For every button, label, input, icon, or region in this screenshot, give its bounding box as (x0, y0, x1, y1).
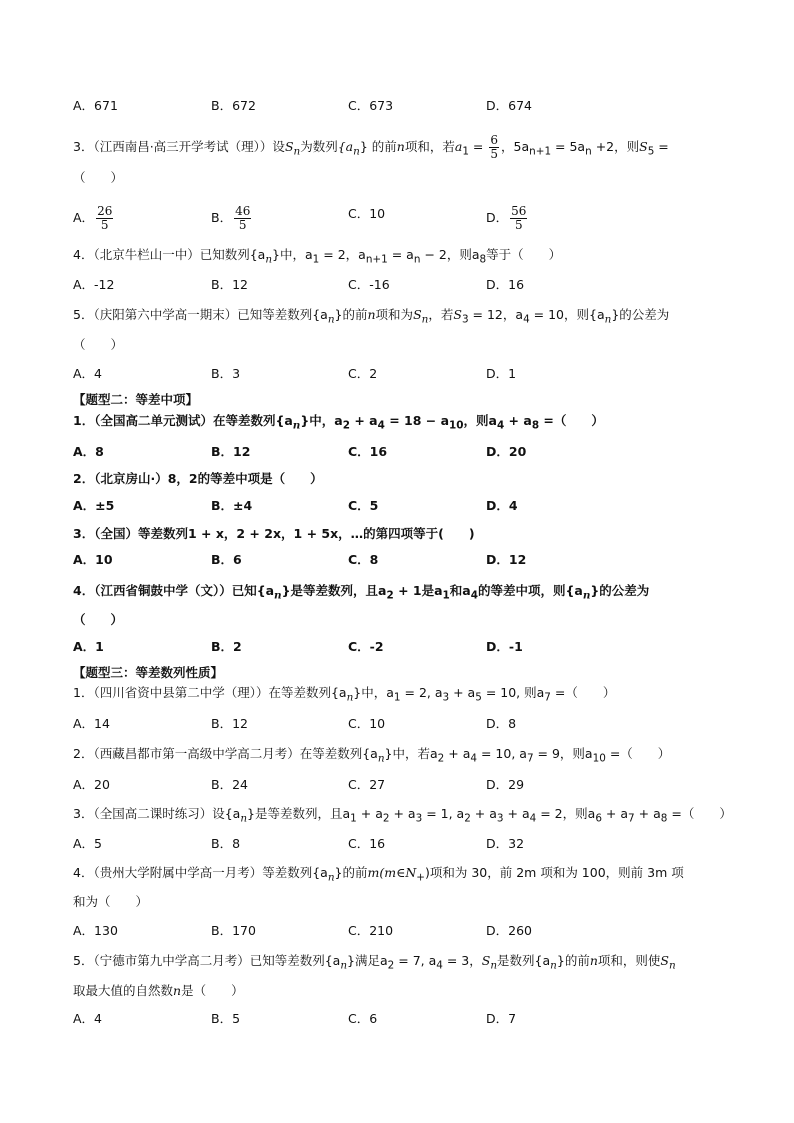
question-text: =（ ） (667, 806, 732, 821)
math-a: a (454, 139, 463, 154)
math-sub: 7 (628, 812, 635, 825)
math-sub: 10 (592, 752, 606, 765)
option-c: C．16 (348, 444, 388, 459)
math-sub: n (668, 959, 676, 972)
question-text: )项和为 30，前 2m 项和为 100，则前 3m 项 (425, 865, 684, 880)
question-text: = 18 − a (384, 413, 450, 428)
math-sub: 1 (312, 253, 320, 266)
math-sub: n (274, 589, 282, 602)
question-t3-q1 (73, 684, 615, 707)
option-c: C．27 (348, 777, 386, 792)
question-text: } 的前 (359, 139, 397, 154)
question-text: = 2，a (319, 247, 366, 262)
option-c: C．16 (348, 836, 386, 851)
option-a: A．8 (73, 444, 104, 459)
question-t2-q3: 3．（全国）等差数列1 + x，2 + 2x，1 + 5x，…的第四项等于( ) (73, 526, 475, 541)
option-d: D．16 (486, 277, 525, 292)
option-c: C．10 (348, 716, 386, 731)
question-text: }的前 (334, 865, 368, 880)
option-c: C．-16 (348, 277, 390, 292)
math-n: n (396, 139, 405, 154)
math-sub: n (292, 419, 301, 432)
question-text: + a (449, 685, 476, 700)
math-sub: 2 (464, 812, 471, 825)
option-a: A．4 (73, 366, 103, 381)
question-text: ，若 (428, 307, 454, 322)
math-s: S (453, 307, 462, 322)
question-text: = 10, a (477, 746, 527, 761)
math-sub: 6 (595, 812, 602, 825)
math-s: S (481, 953, 491, 968)
math-sub: 4 (523, 313, 530, 326)
option-label: D． (486, 210, 509, 225)
option-c: C．673 (348, 98, 394, 113)
math-sub: 8 (660, 812, 668, 825)
math-sub: 2 (382, 812, 390, 825)
question-t3-q4-line2: 和为（ ） (73, 894, 149, 909)
math-n: n (589, 953, 598, 968)
answer-blank: （ ） (73, 337, 124, 352)
math-sub: 4 (470, 752, 477, 765)
option-b: B．12 (211, 277, 248, 292)
option-d: D．4 (486, 498, 518, 513)
question-text: + 1是a (393, 583, 443, 598)
fraction-numerator: 46 (235, 204, 251, 218)
math-sub: 8 (531, 419, 540, 432)
question-text: 是（ ） (181, 983, 244, 998)
math-sub: 4 (470, 589, 478, 602)
question-text: + a (389, 806, 416, 821)
question-text: = 1, a (422, 806, 465, 821)
fraction (510, 205, 527, 232)
question-t2-q2: 2．（北京房山·）8，2的等差中项是（ ） (73, 471, 323, 486)
math-sub: n+1 (529, 145, 552, 158)
math-sub: 1 (350, 812, 357, 825)
question-text: 5．（宁德市第九中学高二月考）已知等差数列{a (73, 953, 341, 968)
question-text: +2，则 (591, 139, 640, 154)
math-sub: n (550, 959, 557, 972)
fraction-denominator: 5 (238, 218, 247, 232)
option-c: C．-2 (348, 639, 384, 654)
option-label: A． (73, 210, 95, 225)
option-b: B．12 (211, 716, 248, 731)
option-a: A．130 (73, 923, 118, 938)
math-s: S (660, 953, 669, 968)
question-text: = 2，则a (536, 806, 596, 821)
math-sub: 3 (415, 812, 423, 825)
option-c: C．5 (348, 498, 379, 513)
fraction-numerator: 6 (490, 133, 498, 147)
question-text: }是等差数列，且a (247, 806, 351, 821)
question-t1-q4 (73, 246, 561, 269)
option-b (211, 205, 253, 232)
question-text: + a (634, 806, 661, 821)
option-c: C．8 (348, 552, 379, 567)
question-text: ，5a (501, 139, 530, 154)
question-text: + a (444, 746, 471, 761)
math-sub: 10 (449, 419, 464, 432)
math-s: S (284, 139, 294, 154)
question-t1-q3 (73, 134, 669, 161)
question-text: }满足a (347, 953, 388, 968)
option-b: B．±4 (211, 498, 253, 513)
math-sub: 5 (647, 145, 655, 158)
question-t2-q1 (73, 412, 604, 435)
question-text: }的公差为 (590, 583, 650, 598)
question-text: ，则a (463, 413, 497, 428)
question-t3-q2 (73, 745, 670, 768)
option-a: A．-12 (73, 277, 115, 292)
question-text: = 10，则{a (529, 307, 605, 322)
fraction (234, 205, 251, 232)
fraction-denominator: 5 (514, 218, 523, 232)
question-text: =（ ） (550, 685, 616, 700)
math-sub: n (604, 313, 612, 326)
math-sub: 3 (496, 812, 504, 825)
math-sub: n (293, 145, 301, 158)
math-sub: 4 (377, 419, 385, 432)
question-text: 4．（北京牛栏山一中）已知数列{a (73, 247, 266, 262)
option-a: A．20 (73, 777, 110, 792)
math-sub: n (353, 145, 360, 158)
fraction-numerator: 26 (97, 204, 113, 218)
option-b: B．3 (211, 366, 241, 381)
option-a (73, 205, 115, 232)
option-d: D．674 (486, 98, 532, 113)
option-b: B．170 (211, 923, 256, 938)
option-b: B．672 (211, 98, 256, 113)
math-m: m(m∈N (367, 865, 417, 880)
math-sub: n (421, 313, 429, 326)
option-d: D．260 (486, 923, 532, 938)
question-text: + a (356, 806, 383, 821)
math-sub: 3 (461, 313, 469, 326)
question-t2-q4 (73, 582, 649, 605)
math-seq: {a (337, 139, 354, 154)
math-sub: 1 (393, 691, 401, 704)
question-text: = 3， (442, 953, 482, 968)
question-text: }中，a (272, 247, 313, 262)
math-sub: n (413, 253, 421, 266)
question-text: 项和，若 (404, 139, 455, 154)
math-sub: + (416, 871, 425, 884)
question-text: = 5a (551, 139, 586, 154)
option-d: D．-1 (486, 639, 523, 654)
question-text: = a (387, 247, 414, 262)
option-b: B．6 (211, 552, 242, 567)
option-b: B．5 (211, 1011, 241, 1026)
question-text: 3．（全国高二课时练习）设{a (73, 806, 241, 821)
option-b: B．12 (211, 444, 251, 459)
math-sub: 2 (386, 589, 394, 602)
math-eq: = (468, 139, 488, 154)
question-text: + a (470, 806, 497, 821)
question-text: = 2, a (400, 685, 443, 700)
math-sub: n (490, 959, 498, 972)
option-c: C．10 (348, 206, 386, 221)
section-title: 【题型三：等差数列性质】 (73, 665, 224, 680)
question-text: }的公差为 (611, 307, 670, 322)
question-text: 项和为 (375, 307, 414, 322)
question-t3-q5 (73, 952, 676, 975)
math-sub: n (240, 812, 248, 825)
question-t3-q4 (73, 864, 684, 887)
option-d: D．7 (486, 1011, 517, 1026)
question-text: + a (504, 413, 532, 428)
math-sub: n (377, 752, 385, 765)
math-sub: n (582, 589, 591, 602)
fraction-numerator: 56 (511, 204, 527, 218)
question-text: 和a (449, 583, 471, 598)
math-sub: 3 (442, 691, 450, 704)
option-d: D．12 (486, 552, 527, 567)
math-sub: 1 (442, 589, 450, 602)
math-sub: n+1 (365, 253, 388, 266)
math-s: S (639, 139, 648, 154)
math-sub: n (327, 871, 335, 884)
math-sub: n (340, 959, 348, 972)
question-text: =（ ） (605, 746, 671, 761)
question-t3-q5-line2 (73, 982, 244, 1000)
option-b: B．2 (211, 639, 242, 654)
answer-blank: （ ） (73, 170, 124, 185)
question-text: }的前 (556, 953, 590, 968)
question-text: + a (349, 413, 378, 428)
fraction-denominator: 5 (490, 147, 498, 161)
question-text: 4．（贵州大学附属中学高一月考）等差数列{a (73, 865, 328, 880)
question-text: 取最大值的自然数 (73, 983, 174, 998)
math-sub: n (346, 691, 354, 704)
math-n: n (173, 983, 182, 998)
option-d: D．8 (486, 716, 517, 731)
math-sub: n (327, 313, 335, 326)
answer-blank: （ ） (73, 612, 124, 627)
question-text: }是等差数列，且a (281, 583, 387, 598)
math-sub: 4 (496, 419, 505, 432)
option-a: A．14 (73, 716, 110, 731)
option-d: D．29 (486, 777, 525, 792)
question-text: 的等差中项，则{a (477, 583, 583, 598)
section-title: 【题型二：等差中项】 (73, 392, 199, 407)
question-text: + a (503, 806, 530, 821)
fraction-denominator: 5 (100, 218, 109, 232)
question-text: = 7, a (394, 953, 437, 968)
option-label: B． (211, 210, 233, 225)
fraction (96, 205, 113, 232)
question-text: 2．（西藏昌都市第一高级中学高二月考）在等差数列{a (73, 746, 378, 761)
option-d: D．20 (486, 444, 527, 459)
question-text: 4．（江西省铜鼓中学（文））已知{a (73, 583, 275, 598)
option-a: A．5 (73, 836, 103, 851)
math-sub: 2 (342, 419, 350, 432)
math-sub: 1 (462, 145, 469, 158)
question-text: 项和，则使 (597, 953, 661, 968)
question-text: = 9，则a (533, 746, 593, 761)
math-s: S (413, 307, 422, 322)
question-text: 为数列 (300, 139, 338, 154)
option-b: B．8 (211, 836, 241, 851)
question-text: = 10, 则a (481, 685, 545, 700)
question-t3-q3 (73, 805, 732, 828)
math-sub: 8 (479, 253, 487, 266)
math-sub: 7 (526, 752, 534, 765)
question-text: 等于（ ） (486, 247, 562, 262)
math-sub: 5 (475, 691, 482, 704)
math-sub: 4 (436, 959, 443, 972)
option-c: C．6 (348, 1011, 378, 1026)
question-text: = 12，a (468, 307, 524, 322)
question-text: }中，a (353, 685, 394, 700)
option-c: C．210 (348, 923, 394, 938)
option-a: A．4 (73, 1011, 103, 1026)
question-text: =（ ） (539, 413, 604, 428)
question-text: 1．（四川省资中县第二中学（理））在等差数列{a (73, 685, 347, 700)
fraction (489, 134, 499, 161)
question-t1-q5 (73, 306, 669, 329)
option-d: D．32 (486, 836, 525, 851)
math-sub: n (585, 145, 592, 158)
question-text: }中，若a (384, 746, 438, 761)
math-sub: 4 (529, 812, 537, 825)
question-text: = (654, 139, 669, 154)
math-sub: 2 (437, 752, 445, 765)
math-sub: 2 (387, 959, 395, 972)
question-text: − 2，则a (420, 247, 480, 262)
question-text: + a (601, 806, 629, 821)
option-a: A．671 (73, 98, 118, 113)
option-a: A．10 (73, 552, 113, 567)
option-a: A．±5 (73, 498, 115, 513)
math-sub: 7 (544, 691, 551, 704)
math-n: n (367, 307, 376, 322)
math-sub: n (265, 253, 273, 266)
option-d: D．1 (486, 366, 517, 381)
question-text: }中，a (300, 413, 343, 428)
question-text: }的前 (334, 307, 368, 322)
question-text: 5．（庆阳第六中学高一期末）已知等差数列{a (73, 307, 328, 322)
question-text: 3．（江西南昌·高三开学考试（理））设 (73, 139, 285, 154)
option-c: C．2 (348, 366, 378, 381)
question-text: 1．（全国高二单元测试）在等差数列{a (73, 413, 293, 428)
option-d (486, 205, 529, 232)
question-text: 是数列{a (497, 953, 551, 968)
option-b: B．24 (211, 777, 248, 792)
option-a: A．1 (73, 639, 104, 654)
